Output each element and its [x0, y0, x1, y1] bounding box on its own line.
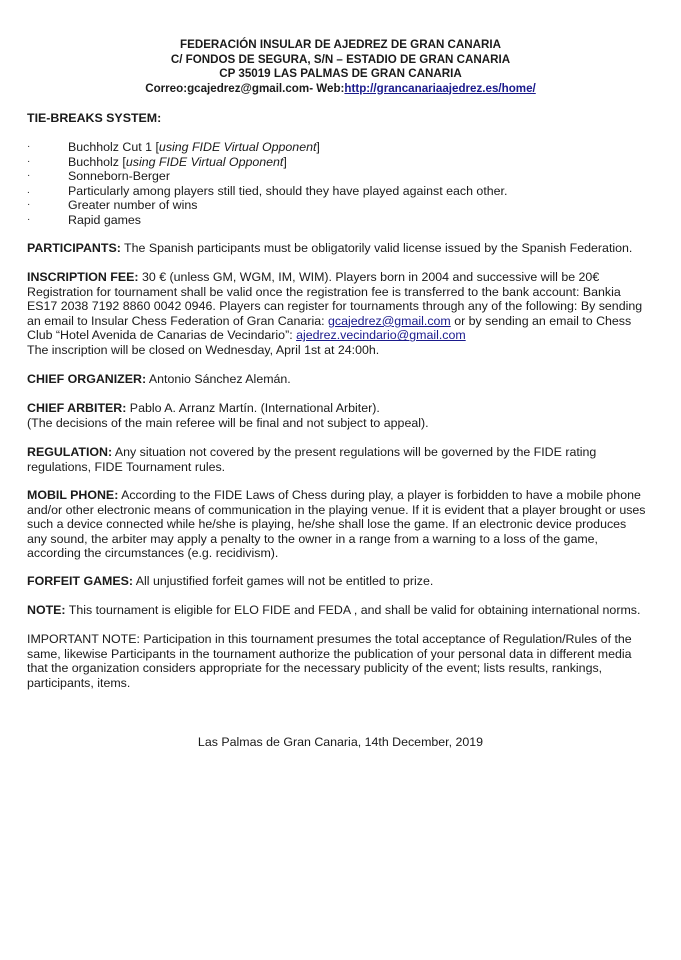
inscription-text: 30 € (unless GM, WGM, IM, WIM). Players born in 2004 and successive will be 20€: [138, 270, 600, 284]
inscription-line-3: ES17 2038 7192 8860 0042 0946. Players can register for tournaments through any of the following: By sending: [27, 299, 643, 314]
list-item: [27, 184, 659, 199]
note-section: [27, 603, 659, 618]
inscription-line-4: [27, 314, 659, 329]
list-item-text: [68, 169, 170, 184]
address-line: C/ FONDOS DE SEGURA, S/N – ESTADIO DE GRAN CANARIA: [170, 52, 511, 66]
forfeit-text: All unjustified forfeit games will not be entitled to prize.: [133, 574, 434, 588]
postal-line: CP 35019 LAS PALMAS DE GRAN CANARIA: [219, 67, 462, 80]
inscription-line-6: The inscription will be closed on Wednesday, April 1st at 24:00h.: [27, 342, 380, 357]
mobile-section: [27, 488, 659, 561]
item-text: Greater number of wins: [68, 198, 198, 213]
inscription-text: an email to Insular Chess Federation of Gran Canaria:: [27, 313, 328, 328]
important-line-3: that the organization considers appropriate for the necessary publicity of the event; lists results, rankings,: [27, 661, 603, 676]
organizer-label: CHIEF ORGANIZER:: [27, 372, 147, 386]
important-note-section: [27, 632, 659, 690]
note-text: This tournament is eligible for ELO FIDE and FEDA , and shall be valid for obtaining international norms.: [65, 603, 641, 617]
participants-text: The Spanish participants must be obligatorily valid license issued by the Spanish Federation.: [120, 241, 633, 255]
bullet-marker: ·: [27, 155, 31, 167]
bullet-marker: ·: [27, 141, 31, 152]
inscription-text: Club “Hotel Avenida de Canarias de Vecindario”:: [27, 328, 297, 343]
important-line-2: same, likewise Participants in the tournament authorize the publication of your personal data in different media: [27, 646, 632, 661]
important-line-4: participants, items.: [27, 675, 131, 690]
inscription-section: [27, 270, 659, 358]
regulation-line-2: regulations, FIDE Tournament rules.: [27, 459, 226, 474]
mobile-line-2: and/or other electronic means of communication in the playing venue. If it is evident that a player brought or uses: [27, 502, 646, 517]
item-text: Sonneborn-Berger: [68, 169, 170, 184]
arbiter-name: Pablo A. Arranz Martín. (International Arbiter).: [126, 401, 380, 415]
mobile-line-1: [27, 488, 659, 503]
arbiter-section: [27, 401, 659, 430]
list-item: [27, 213, 659, 228]
mobile-line-3: such a device connected while he/she is playing, he/she shall lose the game. If an electronic device produces: [27, 517, 627, 532]
item-italic: using FIDE Virtual Opponent: [125, 154, 284, 169]
organizer-line: [27, 372, 659, 387]
inscription-line-5: [27, 328, 659, 343]
tiebreaks-heading: [27, 111, 659, 126]
regulation-label: REGULATION:: [27, 445, 113, 459]
federation-name: FEDERACIÓN INSULAR DE AJEDREZ DE GRAN CANARIA: [180, 38, 501, 51]
mobile-line-4: any sound, the arbiter may apply a penalty to the owner in a range from a warning to a loss of the game,: [27, 531, 598, 546]
arbiter-line: [27, 401, 659, 416]
item-italic: using FIDE Virtual Opponent: [158, 140, 317, 154]
inscription-line-2: Registration for tournament shall be valid once the registration fee is transferred to the bank account: Bankia: [27, 284, 621, 299]
participants-line: [27, 241, 659, 256]
mobile-text: According to the FIDE Laws of Chess during play, a player is forbidden to have a mobile phone: [118, 488, 641, 502]
mobile-label: MOBIL PHONE:: [27, 488, 119, 502]
contact-prefix: Correo:gcajedrez@gmail.com- Web:: [145, 81, 345, 95]
item-end: ]: [283, 154, 287, 169]
regulation-text: Any situation not covered by the present regulations will be governed by the FIDE rating: [112, 445, 597, 459]
arbiter-label: CHIEF ARBITER:: [27, 401, 127, 415]
mobile-line-5: according the circumstances (e.g. recidivism).: [27, 546, 279, 561]
organizer-name: Antonio Sánchez Alemán.: [146, 372, 291, 386]
list-item-text: [68, 140, 320, 155]
participants-section: [27, 241, 659, 256]
list-item: [27, 169, 659, 184]
club-email-link[interactable]: ajedrez.vecindario@gmail.com: [296, 328, 466, 343]
letterhead: [0, 38, 681, 96]
tiebreaks-title: TIE-BREAKS SYSTEM:: [27, 111, 162, 125]
inscription-text: or by sending an email to Chess: [450, 313, 632, 328]
item-text: Particularly among players still tied, should they have played against each other.: [68, 183, 508, 198]
forfeit-label: FORFEIT GAMES:: [27, 574, 134, 588]
contact-line: [0, 82, 681, 97]
bullet-marker: ·: [27, 199, 31, 211]
item-end: ]: [316, 140, 320, 154]
important-line-1: IMPORTANT NOTE: Participation in this tournament presumes the total acceptance of Regulation/Rules of the: [27, 632, 632, 646]
list-item: [27, 140, 659, 155]
inscription-line-1: [27, 270, 659, 285]
regulation-line-1: [27, 445, 659, 460]
list-item-text: [68, 198, 197, 213]
place-date-line: Las Palmas de Gran Canaria, 14th December, 2019: [197, 735, 484, 749]
forfeit-section: [27, 574, 659, 589]
item-text: Buchholz Cut 1 [: [68, 140, 159, 154]
note-label: NOTE:: [27, 603, 66, 617]
regulation-section: [27, 445, 659, 474]
list-item: [27, 155, 659, 170]
tiebreaks-list: [27, 140, 659, 228]
federation-email-link[interactable]: gcajedrez@gmail.com: [327, 313, 451, 328]
note-line: [27, 603, 659, 618]
participants-label: PARTICIPANTS:: [27, 241, 121, 255]
item-text: Buchholz [: [68, 154, 126, 169]
list-item-text: [68, 184, 507, 199]
website-link[interactable]: http://grancanariaajedrez.es/home/: [344, 81, 536, 95]
arbiter-note: (The decisions of the main referee will be final and not subject to appeal).: [27, 415, 429, 430]
list-item: [27, 198, 659, 213]
item-text: Rapid games: [68, 212, 142, 227]
bullet-marker: ·: [27, 213, 31, 225]
bullet-marker: .: [27, 184, 30, 196]
bullet-marker: ·: [27, 170, 31, 182]
forfeit-line: [27, 574, 659, 589]
organizer-section: [27, 372, 659, 387]
inscription-label: INSCRIPTION FEE:: [27, 270, 139, 284]
list-item-text: [68, 213, 141, 228]
list-item-text: [68, 155, 287, 170]
